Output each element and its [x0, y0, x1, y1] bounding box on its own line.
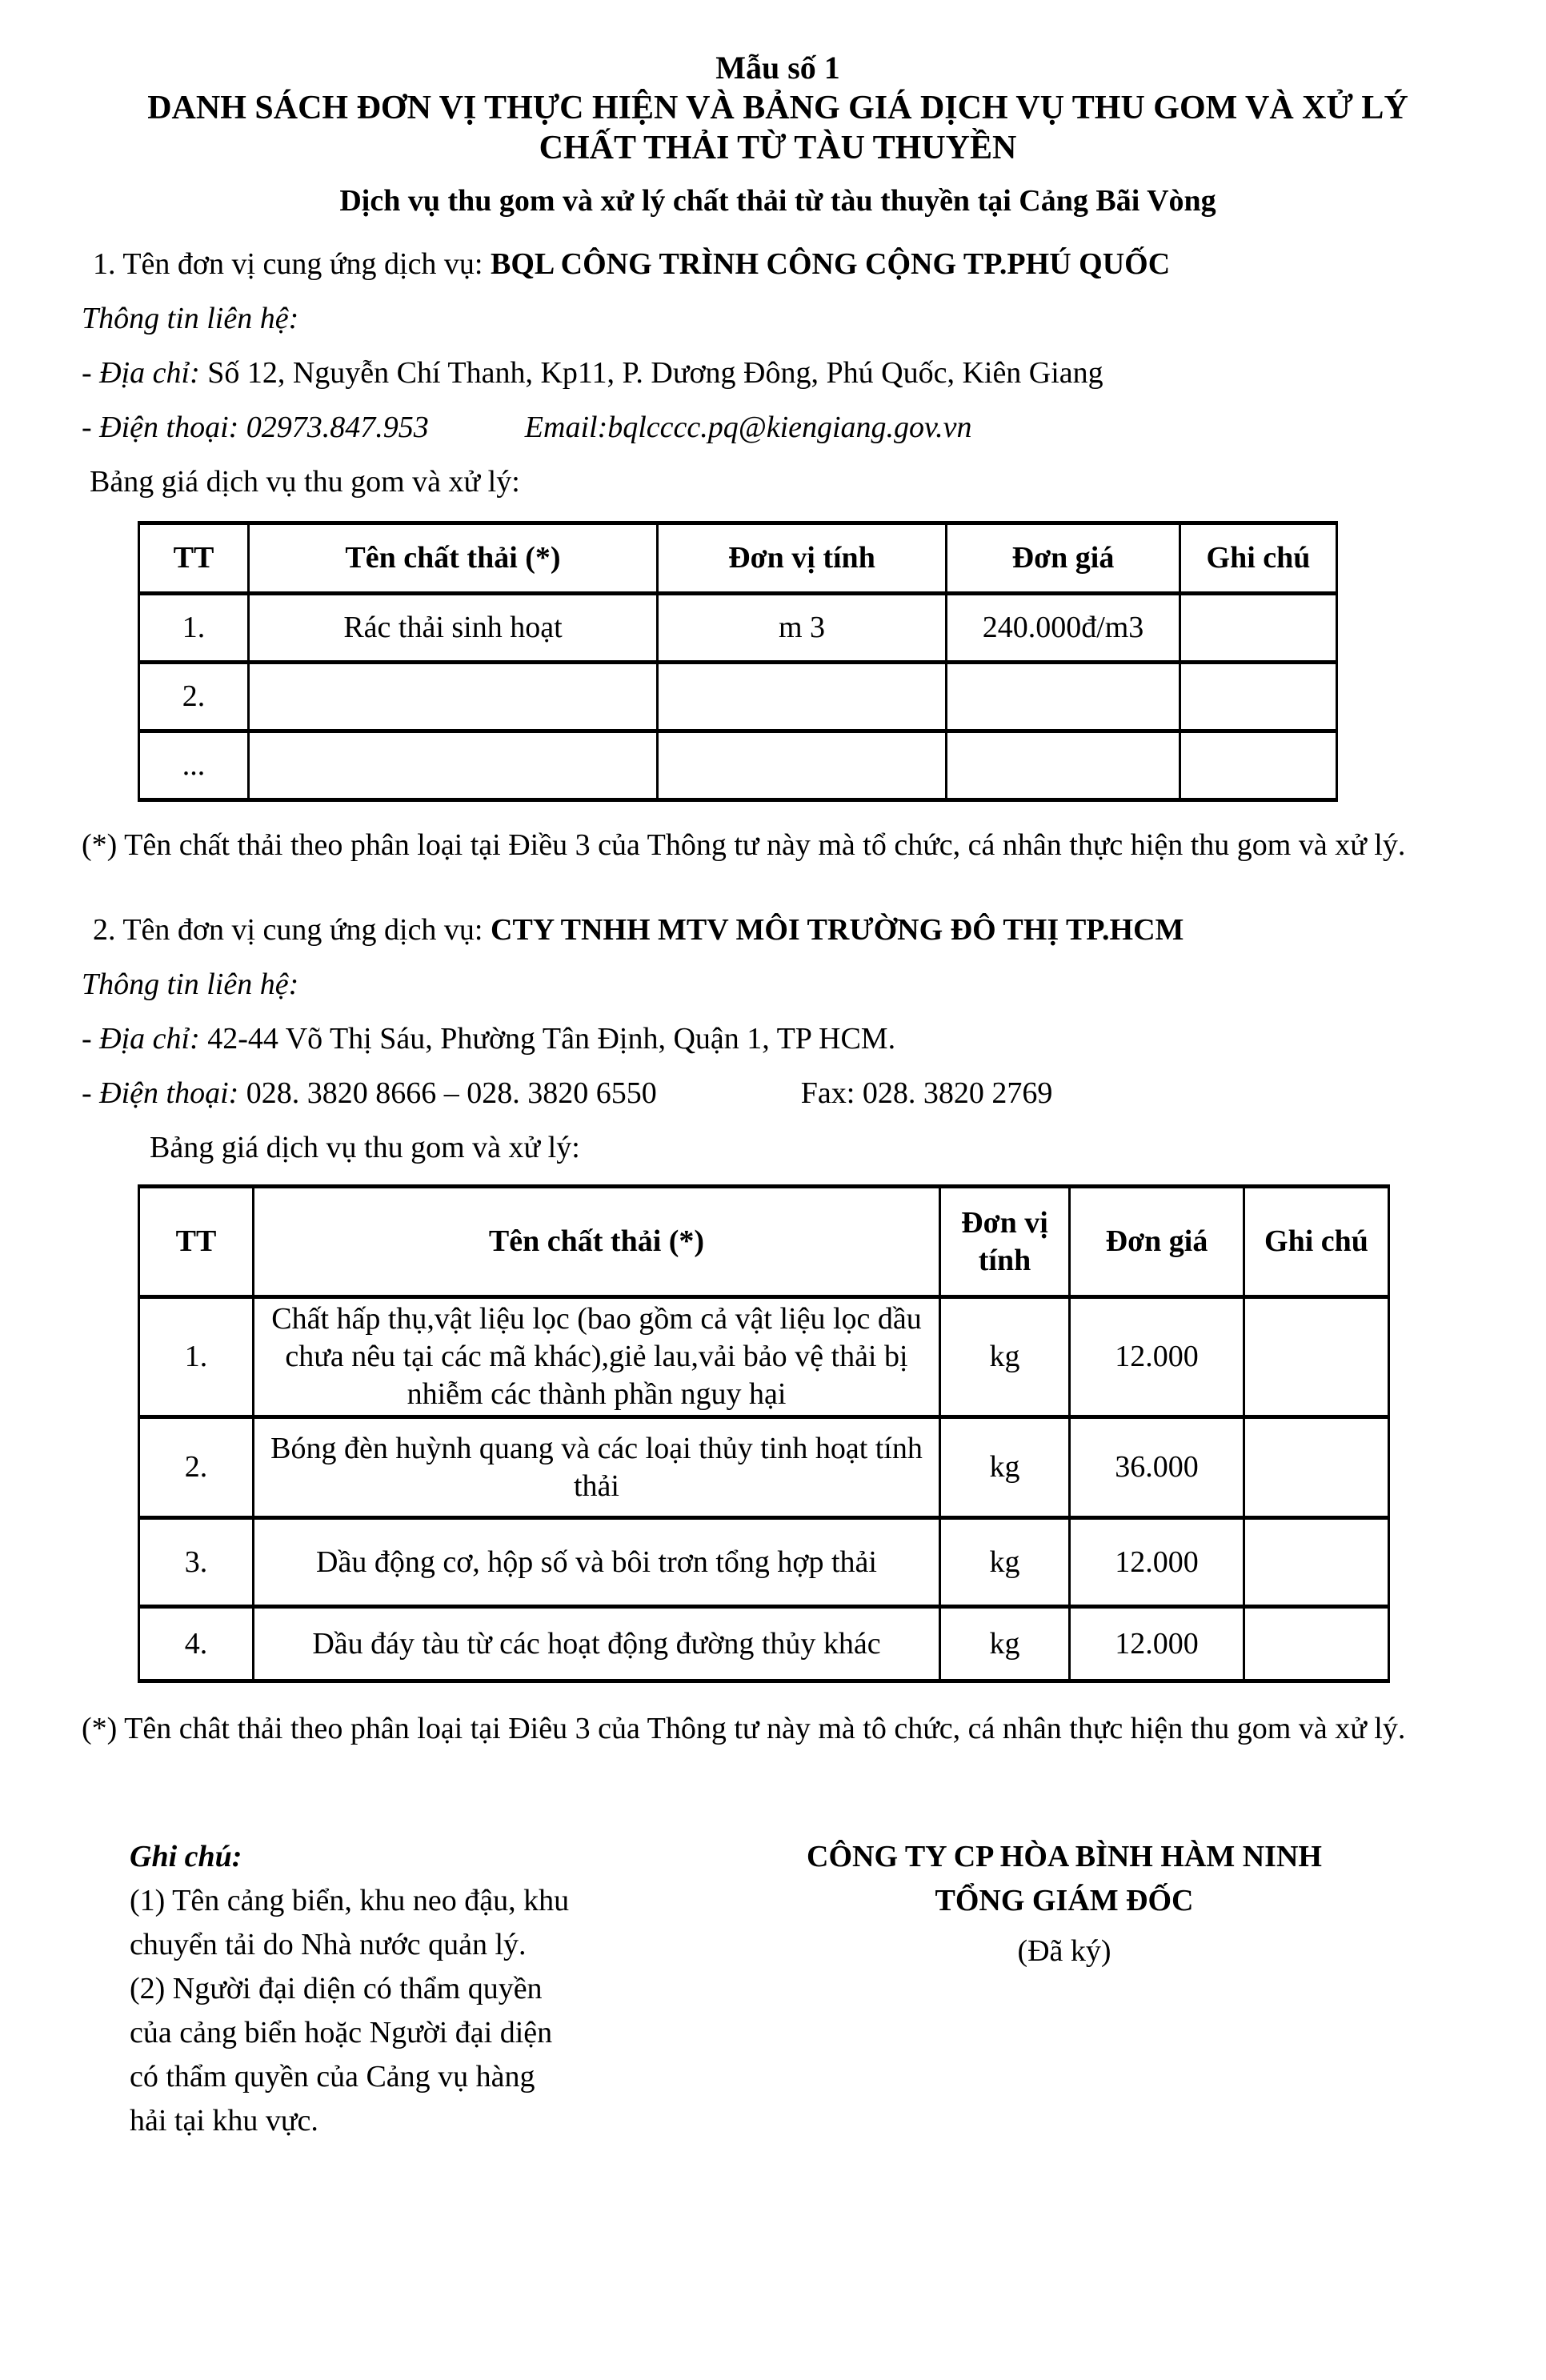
table-row [139, 1518, 1389, 1607]
section-2-heading [82, 903, 1474, 957]
table-1-r3-price [947, 731, 1180, 800]
section-2-phone [82, 1066, 1474, 1120]
signed-note: (Đã ký) [1017, 1934, 1111, 1968]
table-2-r2-name: Bóng đèn huỳnh quang và các loại thủy tinh hoạt tính thải [254, 1417, 940, 1518]
table-2-r3-name: Dầu động cơ, hộp số và bôi trơn tổng hợp thải [254, 1518, 940, 1607]
table-2-r3-unit: kg [940, 1518, 1070, 1607]
table-2-r1-name: Chất hấp thụ,vật liệu lọc (bao gồm cả vật liệu lọc dầu chưa nêu tại các mã khác),giẻ lau,vải bảo vệ thải bị nhiễm các thành phần nguy hại [254, 1297, 940, 1417]
table-2-r4-unit: kg [940, 1607, 1070, 1681]
section-2 [82, 903, 1474, 1751]
table-1-r2-unit [658, 663, 947, 731]
table-2-r1-unit: kg [940, 1297, 1070, 1417]
table-1-r1-name: Rác thải sinh hoạt [249, 594, 658, 663]
table-1-r3-tt: ... [139, 731, 249, 800]
section-2-fax: Fax: 028. 3820 2769 [800, 1076, 1053, 1110]
document-title-line2: CHẤT THẢI TỪ TÀU THUYỀN [539, 130, 1017, 166]
table-1-r3-unit [658, 731, 947, 800]
document-title-line1: DANH SÁCH ĐƠN VỊ THỰC HIỆN VÀ BẢNG GIÁ DỊCH VỤ THU GOM VÀ XỬ LÝ [147, 90, 1408, 126]
section-1-company-name: BQL CÔNG TRÌNH CÔNG CỘNG TP.PHÚ QUỐC [491, 247, 1171, 281]
table-1-r1-tt: 1. [139, 594, 249, 663]
section-2-heading-prefix: 2. Tên đơn vị cung ứng dịch vụ: [93, 913, 491, 947]
table-2-r2-price: 36.000 [1070, 1417, 1244, 1518]
table-row [139, 1297, 1389, 1417]
table-1-header-name: Tên chất thải (*) [249, 523, 658, 594]
table-row [139, 731, 1337, 800]
price-table-2 [138, 1184, 1390, 1683]
section-2-footnote: (*) Tên chât thải theo phân loại tại Điêu 3 của Thông tư này mà tô chức, cá nhân thực hiện thu gom và xử lý. [82, 1712, 1406, 1745]
section-2-address-label: - Địa chỉ: [82, 1022, 200, 1056]
table-1-header-tt: TT [139, 523, 249, 594]
table-2-r3-price: 12.000 [1070, 1518, 1244, 1607]
table-2-header-unit: Đơn vị tính [940, 1187, 1070, 1297]
table-2-r4-tt: 4. [139, 1607, 254, 1681]
signer-title: TỔNG GIÁM ĐỐC [935, 1884, 1194, 1917]
table-2-r1-tt: 1. [139, 1297, 254, 1417]
table-2-r2-note [1244, 1417, 1389, 1518]
table-2-r2-unit: kg [940, 1417, 1070, 1518]
section-1-footnote: (*) Tên chất thải theo phân loại tại Điều 3 của Thông tư này mà tổ chức, cá nhân thực hiện thu gom và xử lý. [82, 828, 1406, 862]
table-2-r4-name: Dầu đáy tàu từ các hoạt động đường thủy khác [254, 1607, 940, 1681]
table-2-r3-tt: 3. [139, 1518, 254, 1607]
section-1-heading-prefix: 1. Tên đơn vị cung ứng dịch vụ: [93, 247, 491, 281]
table-1-r2-tt: 2. [139, 663, 249, 731]
table-1-header-price: Đơn giá [947, 523, 1180, 594]
table-1-r1-price: 240.000đ/m3 [947, 594, 1180, 663]
table-1-r2-note [1180, 663, 1337, 731]
table-1-header-row [139, 523, 1337, 594]
table-2-header-note: Ghi chú [1244, 1187, 1389, 1297]
table-1-r3-note [1180, 731, 1337, 800]
table-1-r1-unit: m 3 [658, 594, 947, 663]
section-1-address-label: - Địa chỉ: [82, 356, 200, 390]
table-2-r1-price: 12.000 [1070, 1297, 1244, 1417]
table-2-header-name: Tên chất thải (*) [254, 1187, 940, 1297]
section-1 [82, 237, 1474, 872]
document-subtitle: Dịch vụ thu gom và xử lý chất thải từ tàu thuyền tại Cảng Bãi Vòng [339, 184, 1216, 218]
section-1-contact-heading: Thông tin liên hệ: [82, 302, 299, 335]
section-1-heading [82, 237, 1474, 291]
section-2-price-label: Bảng giá dịch vụ thu gom và xử lý: [150, 1131, 580, 1164]
section-1-phone-line: - Điện thoại: 02973.847.953 [82, 411, 429, 444]
section-2-company-name: CTY TNHH MTV MÔI TRƯỜNG ĐÔ THỊ TP.HCM [491, 913, 1184, 947]
table-1-r2-price [947, 663, 1180, 731]
signature-company-name: CÔNG TY CP HÒA BÌNH HÀM NINH [807, 1840, 1322, 1873]
note-1: (1) Tên cảng biển, khu neo đậu, khu chuyển tải do Nhà nước quản lý. [130, 1884, 570, 1961]
section-2-contact-heading: Thông tin liên hệ: [82, 968, 299, 1001]
table-row [139, 594, 1337, 663]
section-2-address [82, 1012, 1474, 1066]
table-2-r1-note [1244, 1297, 1389, 1417]
table-1-r2-name [249, 663, 658, 731]
table-1-header-unit: Đơn vị tính [658, 523, 947, 594]
note-2: (2) Người đại diện có thẩm quyền của cảng biển hoặc Người đại diện có thẩm quyền của Cảng vụ hàng hải tại khu vực. [130, 1972, 553, 2138]
section-2-address-value: 42-44 Võ Thị Sáu, Phường Tân Định, Quận 1, TP HCM. [199, 1022, 896, 1056]
form-number: Mẫu số 1 [715, 50, 840, 86]
table-row [139, 1607, 1389, 1681]
table-row [139, 1417, 1389, 1518]
section-1-price-label: Bảng giá dịch vụ thu gom và xử lý: [90, 465, 520, 499]
notes-block [130, 1835, 578, 2143]
table-1-header-note: Ghi chú [1180, 523, 1337, 594]
table-2-header-price: Đơn giá [1070, 1187, 1244, 1297]
section-1-address-value: Số 12, Nguyễn Chí Thanh, Kp11, P. Dương Đông, Phú Quốc, Kiên Giang [199, 356, 1103, 390]
section-1-phone [82, 400, 1474, 455]
table-1-r3-name [249, 731, 658, 800]
table-2-header-tt: TT [139, 1187, 254, 1297]
table-2-r4-price: 12.000 [1070, 1607, 1244, 1681]
table-2-r2-tt: 2. [139, 1417, 254, 1518]
footer [82, 1835, 1474, 2143]
section-1-address [82, 346, 1474, 400]
table-2-r3-note [1244, 1518, 1389, 1607]
table-row [139, 663, 1337, 731]
section-1-email: Email:bqlcccc.pq@kiengiang.gov.vn [524, 411, 972, 444]
section-2-phone-value: 028. 3820 8666 – 028. 3820 6550 [238, 1076, 657, 1110]
table-2-header-row [139, 1187, 1389, 1297]
price-table-1 [138, 521, 1338, 802]
notes-heading: Ghi chú: [130, 1840, 242, 1873]
signature-block [720, 1835, 1408, 2143]
table-1-r1-note [1180, 594, 1337, 663]
section-2-phone-label: - Điện thoại: [82, 1076, 239, 1110]
table-2-r4-note [1244, 1607, 1389, 1681]
